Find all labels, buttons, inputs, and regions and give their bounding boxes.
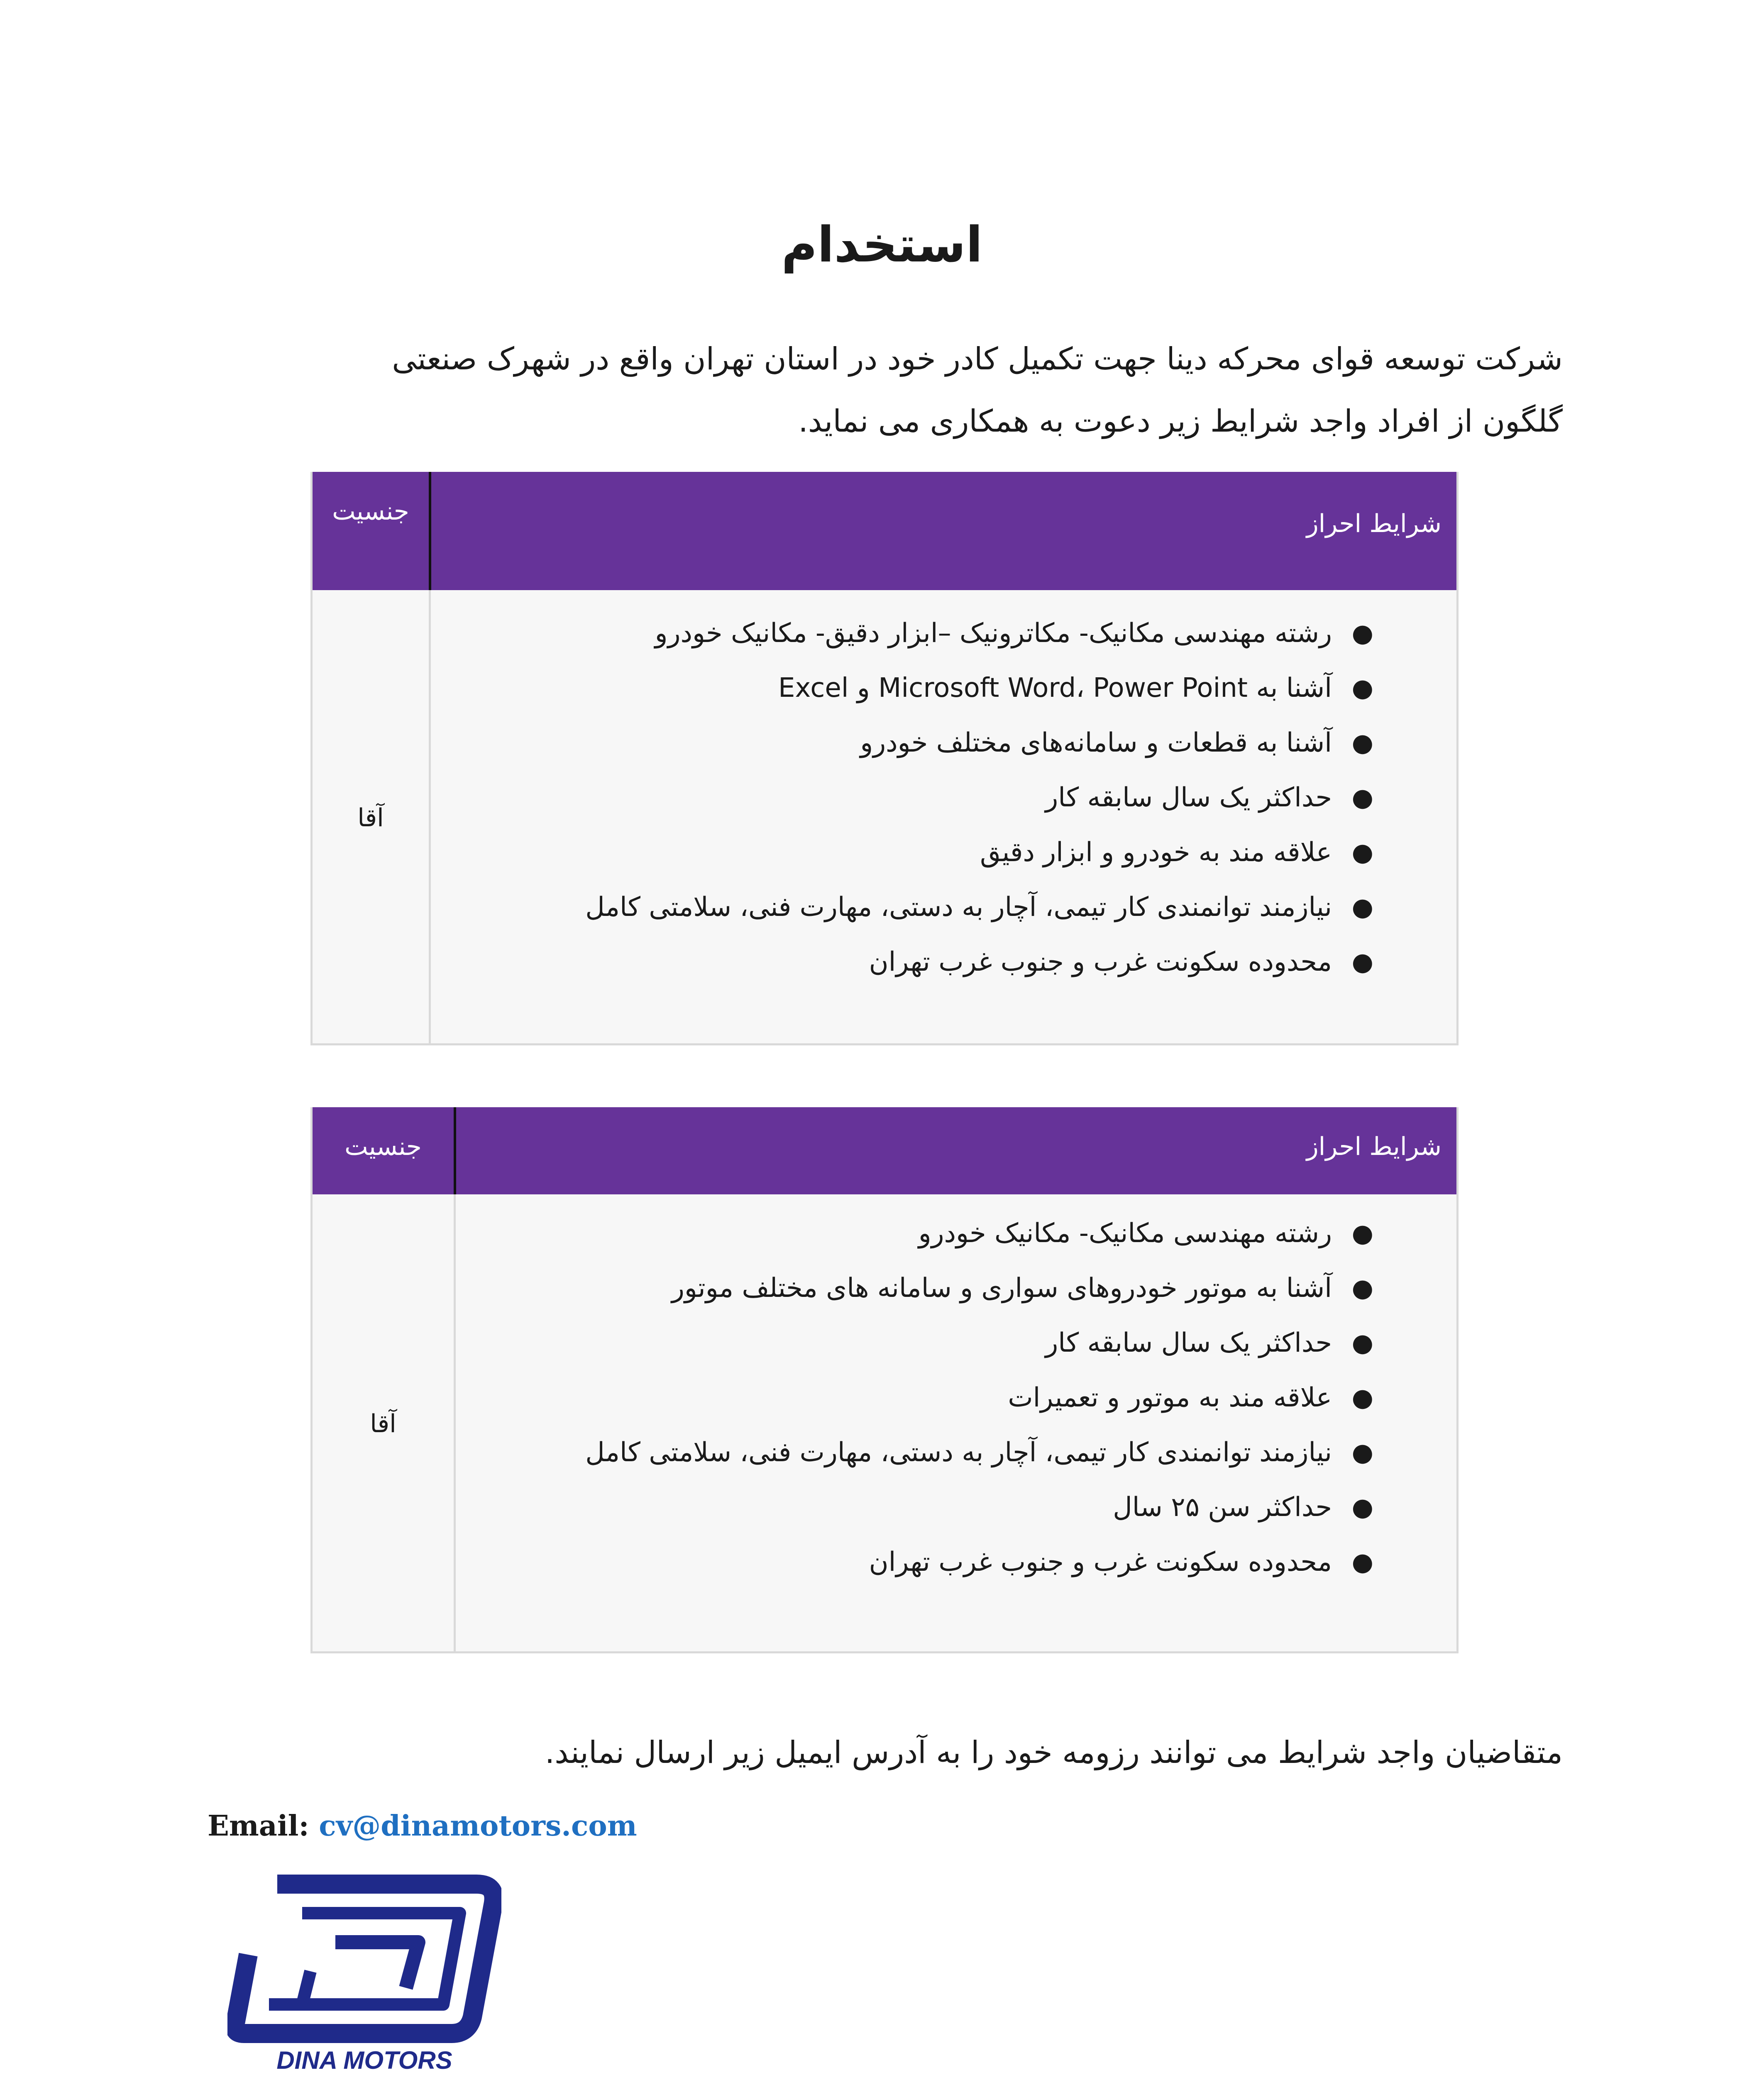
header-requirements: شرایط احراز [454, 1107, 1456, 1194]
bullet-icon: ● [1351, 1328, 1373, 1357]
list-item-text: علاقه مند به موتور و تعمیرات [1008, 1382, 1332, 1413]
header-gender: جنسیت [332, 497, 409, 526]
gender-cell: آقا [357, 803, 384, 832]
page-title: استخدام [781, 216, 983, 273]
logo-inner-stroke [335, 1942, 418, 1988]
list-item-text: علاقه مند به خودرو و ابزار دقیق [980, 837, 1332, 868]
bullet-icon: ● [1351, 1383, 1373, 1412]
list-item [456, 1535, 1373, 1589]
list-item [431, 770, 1373, 825]
table-body [313, 590, 1456, 1045]
list-item [456, 1480, 1373, 1535]
bullet-icon: ● [1351, 1548, 1373, 1577]
table-header [313, 472, 1456, 590]
list-item [431, 825, 1373, 880]
logo-inner-tick [302, 1971, 310, 2004]
closing-paragraph: متقاضیان واجد شرایط می توانند رزومه خود را به آدرس ایمیل زیر ارسال نمایند. [545, 1735, 1563, 1770]
intro-paragraph: شرکت توسعه قوای محرکه دینا جهت تکمیل کادر خود در استان تهران واقع در شهرک صنعتی گلگون از افراد واجد شرایط زیر دعوت به همکاری می نماید. [392, 341, 1563, 439]
list-item-text: حداکثر یک سال سابقه کار [1045, 782, 1332, 813]
requirements-cell [454, 1194, 1456, 1653]
list-item-text: نیازمند توانمندی کار تیمی، آچار به دستی، مهارت فنی، سلامتی کامل [585, 1437, 1332, 1468]
list-item-text: نیازمند توانمندی کار تیمی، آچار به دستی، مهارت فنی، سلامتی کامل [585, 892, 1332, 923]
job-table-2 [310, 1107, 1459, 1653]
email-link[interactable]: cv@dinamotors.com [319, 1809, 637, 1843]
bullet-icon: ● [1351, 1438, 1373, 1467]
bullet-icon: ● [1351, 1274, 1373, 1303]
list-item [431, 715, 1373, 770]
list-item-text: رشته مهندسی مکانیک- مکاترونیک –ابزار دقیق- مکانیک خودرو [655, 618, 1332, 649]
list-item-text: حداکثر یک سال سابقه کار [1045, 1328, 1332, 1358]
list-item [431, 935, 1373, 989]
bullet-icon: ● [1351, 728, 1373, 757]
list-item [456, 1425, 1373, 1480]
table-body [313, 1194, 1456, 1653]
list-item-text: محدوده سکونت غرب و جنوب غرب تهران [869, 1547, 1332, 1577]
list-item [456, 1316, 1373, 1370]
bullet-icon: ● [1351, 619, 1373, 648]
list-item-text: رشته مهندسی مکانیک- مکانیک خودرو [918, 1218, 1332, 1249]
list-item [456, 1261, 1373, 1316]
bullet-icon: ● [1351, 783, 1373, 812]
list-item [456, 1370, 1373, 1425]
list-item-text: آشنا به قطعات و سامانه‌های مختلف خودرو [860, 727, 1332, 758]
gender-cell: آقا [370, 1409, 396, 1438]
list-item [431, 880, 1373, 935]
email-label: Email: [208, 1809, 309, 1843]
logo-text: DINA MOTORS [276, 2046, 452, 2074]
bullet-icon: ● [1351, 838, 1373, 867]
list-item-text: حداکثر سن ۲۵ سال [1113, 1492, 1332, 1523]
bullet-icon: ● [1351, 947, 1373, 976]
list-item [431, 661, 1373, 715]
header-requirements: شرایط احراز [429, 472, 1456, 590]
email-line [208, 1809, 637, 1843]
job-table-1 [310, 472, 1459, 1045]
header-gender: جنسیت [344, 1132, 422, 1161]
list-item-text: آشنا به Microsoft Word، Power Point و Excel [778, 673, 1332, 703]
table-header [313, 1107, 1456, 1194]
bullet-icon: ● [1351, 893, 1373, 922]
list-item-text: محدوده سکونت غرب و جنوب غرب تهران [869, 947, 1332, 977]
bullet-icon: ● [1351, 674, 1373, 703]
list-item [456, 1206, 1373, 1261]
bullet-icon: ● [1351, 1493, 1373, 1522]
list-item [431, 606, 1373, 661]
requirements-cell [429, 590, 1456, 1045]
logo-inner-frame [269, 1913, 460, 2004]
dina-motors-logo [227, 1868, 501, 2075]
list-item-text: آشنا به موتور خودروهای سواری و سامانه های مختلف موتور [671, 1273, 1332, 1304]
requirements-list [431, 590, 1456, 989]
bullet-icon: ● [1351, 1219, 1373, 1248]
requirements-list [456, 1194, 1456, 1589]
